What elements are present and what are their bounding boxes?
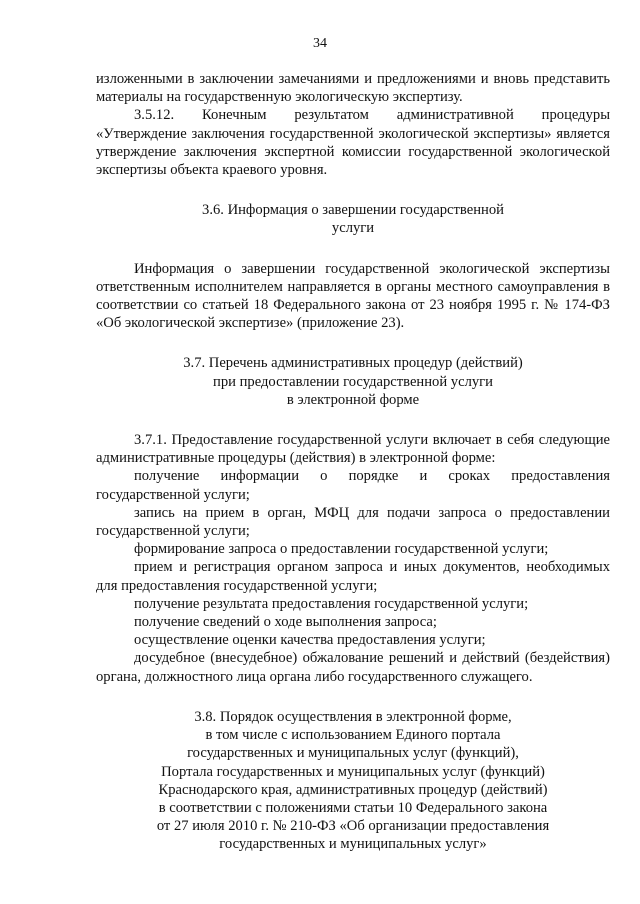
section-heading-3-7: 3.7. Перечень административных процедур (действий) при предоставлении государственной услуги в электронной форме xyxy=(183,355,523,408)
section-heading-3-8: 3.8. Порядок осуществления в электронной форме, в том числе с использованием Единого портала государственных и муниципальных услуг (функций), Портала государственных и муниципальных услуг (функций) Краснодарского края, административных процедур (действий) в соответствии с положениями статьи 10 Федерального закона от 27 июля 2010 г. № 210-ФЗ «Об организации предоставления государственных и муниципальных услуг» xyxy=(156,708,550,853)
list-item: прием и регистрация органом запроса и иных документов, необходимых для предоставления государственной услуги; xyxy=(96,559,610,594)
section-heading-3-6: 3.6. Информация о завершении государственной услуги xyxy=(202,202,504,237)
list-item: получение результата предоставления государственной услуги; xyxy=(134,595,529,612)
paragraph-continuation: изложенными в заключении замечаниями и предложениями и вновь представить материалы на государственную экологическую экспертизу. xyxy=(96,71,610,106)
list-item: получение сведений о ходе выполнения запроса; xyxy=(134,614,437,631)
list-item: запись на прием в орган, МФЦ для подачи запроса о предоставлении государственной услуги; xyxy=(96,504,610,540)
page-number: 34 xyxy=(313,36,327,51)
paragraph-3-6: Информация о завершении государственной экологической экспертизы ответственным исполнителем направляется в органы местного самоуправления в соответствии со статьей 18 Федерального закона от 23 ноября 1995 г. № 174-ФЗ «Об экологической экспертизе» (приложение 23). xyxy=(96,260,610,332)
paragraph-3-5-12-first-line: 3.5.12. Конечным результатом административной процедуры xyxy=(134,107,610,124)
clause-number: 3.5.12. xyxy=(134,107,175,124)
list-item: досудебное (внесудебное) обжалование решений и действий (бездействия) органа, должностного лица органа либо государственного служащего. xyxy=(96,650,610,685)
list-item: получение информации о порядке и сроках предоставления государственной услуги; xyxy=(96,468,610,503)
paragraph-3-7-1: 3.7.1. Предоставление государственной услуги включает в себя следующие административные процедуры (действия) в электронной форме: xyxy=(96,432,610,467)
document-body xyxy=(96,70,610,854)
list-item: формирование запроса о предоставлении государственной услуги; xyxy=(134,541,549,558)
list-item: осуществление оценки качества предоставления услуги; xyxy=(134,632,486,649)
paragraph-3-5-12: «Утверждение заключения государственной экологической экспертизы» является утверждение заключения экспертной комиссии государственной экологической экспертизы объекта краевого уровня. xyxy=(96,125,610,179)
